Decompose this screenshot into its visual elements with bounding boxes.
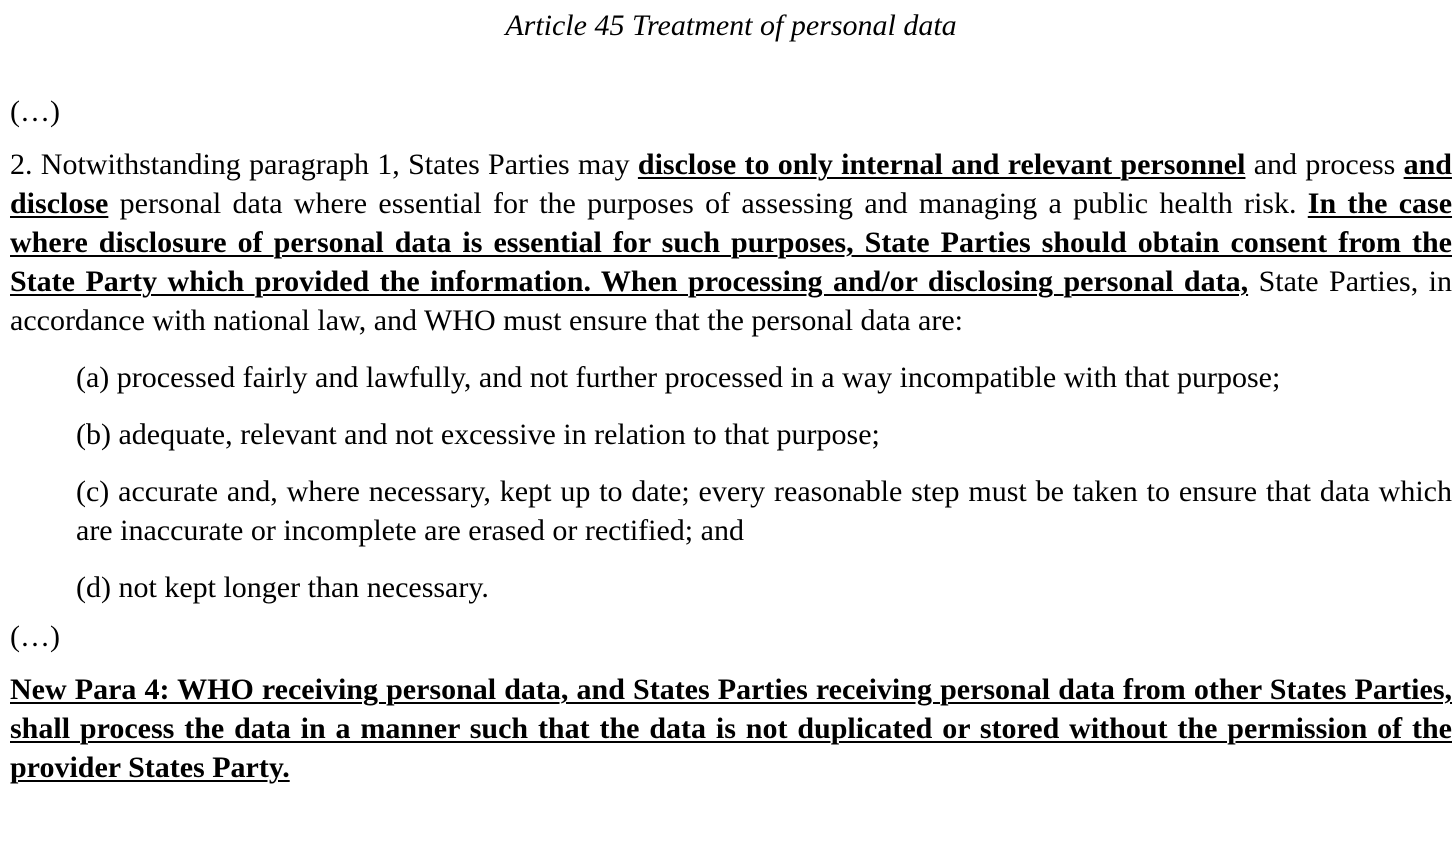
ellipsis-bottom: (…) xyxy=(10,620,60,653)
article-title: Article 45 Treatment of personal data xyxy=(505,9,957,42)
list-item-c: (c) accurate and, where necessary, kept up to date; every reasonable step must be taken to ensure that data which are inaccurate or incomplete are erased or rectified; and xyxy=(76,475,1452,547)
paragraph-2-text-1: 2. Notwithstanding paragraph 1, States Parties may xyxy=(10,148,638,181)
paragraph-2-text-3: personal data where essential for the purposes of assessing and managing a public health risk. xyxy=(108,187,1308,220)
document-page xyxy=(10,0,1452,787)
inserted-text-and-disclose: and disclose xyxy=(10,148,1452,220)
list-item-b: (b) adequate, relevant and not excessive in relation to that purpose; xyxy=(76,418,880,451)
paragraph-2 xyxy=(10,145,1452,340)
new-paragraph-4: New Para 4: WHO receiving personal data, and States Parties receiving personal data from other States Parties, shall process the data in a manner such that the data is not duplicated or stored without the permission of the provider States Party. xyxy=(10,673,1452,784)
paragraph-2-text-4: State Parties, in accordance with national law, and WHO must ensure that the personal data are: xyxy=(10,265,1452,337)
list-item-a: (a) processed fairly and lawfully, and not further processed in a way incompatible with that purpose; xyxy=(76,361,1281,394)
ellipsis-top: (…) xyxy=(10,95,60,128)
list-item-d: (d) not kept longer than necessary. xyxy=(76,571,489,604)
inserted-text-internal-personnel: disclose to only internal and relevant personnel xyxy=(637,148,1246,181)
requirements-list xyxy=(76,358,1452,607)
paragraph-2-text-2: and process xyxy=(1245,148,1404,181)
inserted-text-consent: In the case where disclosure of personal data is essential for such purposes, State Parties should obtain consent from the State Party which provided the information. When processing and/or disclosing personal data, xyxy=(10,187,1453,298)
